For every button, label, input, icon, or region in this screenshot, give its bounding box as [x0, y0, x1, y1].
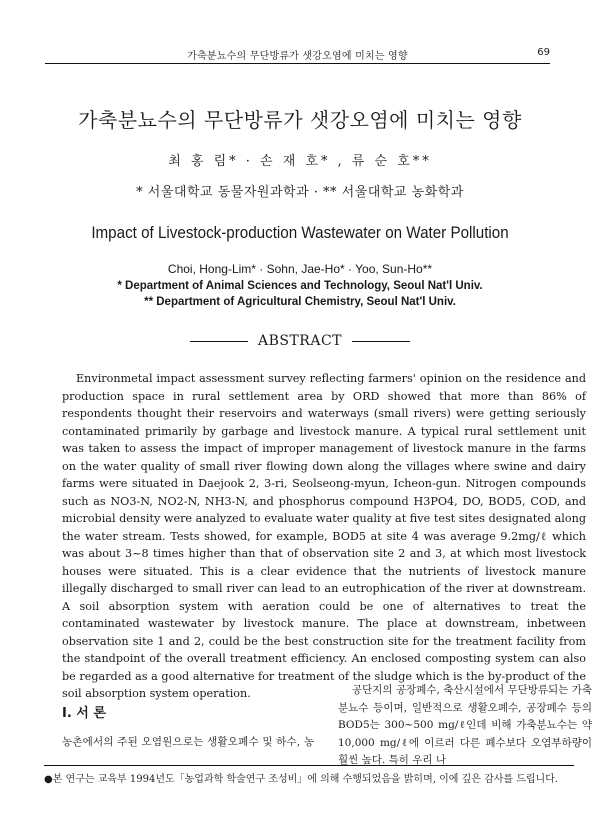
right-column	[338, 682, 592, 770]
paper-title-english: Impact of Livestock-production Wastewater on Water Pollution	[91, 224, 509, 242]
affiliation-korean: * 서울대학교 동물자원과학과 · ** 서울대학교 농화학과	[136, 185, 464, 200]
abstract-paragraph: Environmetal impact assessment survey reflecting farmers' opinion on the residence and production space in rural settlement area by ORD showed that more than 86% of respondents thought their reservoirs and waterways (small rivers) were getting seriously contaminated primarily by garbage and livestock manure. A typical rural settlement unit was taken to assess the impact of improper management of livestock manure in the farms on the water quality of small river flowing down along the villages where swine and dairy farms were situated in Daejook 2, 3-ri, Seolseong-myun, Icheon-gun. Nitrogen compounds such as NO3-N, NO2-N, NH3-N, and phosphorus compound H3PO4, DO, BOD5, COD, and microbial density were analyzed to evaluate water quality at five test sites designated along the water stream. Tests showed, for example, BOD5 at site 4 was average 9.2mg/ℓ which was about 3~8 times higher than that of observation site 2 and 3, at which most livestock houses were situated. This is a clear evidence that the nutrients of livestock manure illegally discharged to small river can lead to an eutrophication of the river at downstream. A soil absorption system with aeration could be one of alternatives to treat the contaminated wastewater by livestock manure. The place at downstream, inbetween observation site 1 and 2, could be the best construction site for the treatment facility from the standpoint of the overall treatment efficiency. An enclosed composting system can also be regarded as a good alternative for treatment of the sludge which is the by-product of the soil absorption system operation.	[62, 372, 586, 700]
running-header	[45, 47, 550, 64]
abstract-body	[62, 370, 586, 703]
paper-title-korean: 가축분뇨수의 무단방류가 샛강오염에 미치는 영향	[78, 108, 522, 132]
section-heading-introduction: I. 서 론	[62, 706, 106, 721]
introduction-first-line: 농촌에서의 주된 오염원으로는 생활오폐수 및 하수, 농	[62, 736, 315, 748]
authors-korean: 최 홍 림* · 손 재 호* , 류 순 호**	[168, 154, 432, 169]
abstract-heading	[0, 331, 600, 351]
funding-footnote: ●본 연구는 교육부 1994년도「농업과학 학술연구 조성비」에 의해 수행되었음을 밝히며, 이에 깊은 감사를 드립니다.	[44, 765, 574, 785]
running-title: 가축분뇨수의 무단방류가 샛강오염에 미치는 영향	[187, 51, 408, 62]
authors-english: Choi, Hong-Lim* · Sohn, Jae-Ho* · Yoo, Sun-Ho**	[167, 262, 433, 276]
heading-rule-left	[190, 341, 248, 342]
abstract-label: ABSTRACT	[257, 333, 343, 349]
heading-rule-right	[352, 341, 410, 342]
page-number: 69	[537, 47, 550, 58]
right-column-paragraph: 공단지의 공장폐수, 축산시설에서 무단방류되는 가축분뇨수 등이며, 일반적으로 생활오폐수, 공장폐수 등의 BOD5는 300~500 mg/ℓ인데 비해 가축분뇨수는 약 10,000 mg/ℓ에 이르러 다른 폐수보다 오염부하량이 훨씬 높다. 특히 우리 나	[338, 684, 592, 766]
affiliation-english-1: * Department of Animal Sciences and Technology, Seoul Nat'l Univ.	[117, 280, 483, 292]
affiliation-english-2: ** Department of Agricultural Chemistry, Seoul Nat'l Univ.	[144, 296, 456, 308]
